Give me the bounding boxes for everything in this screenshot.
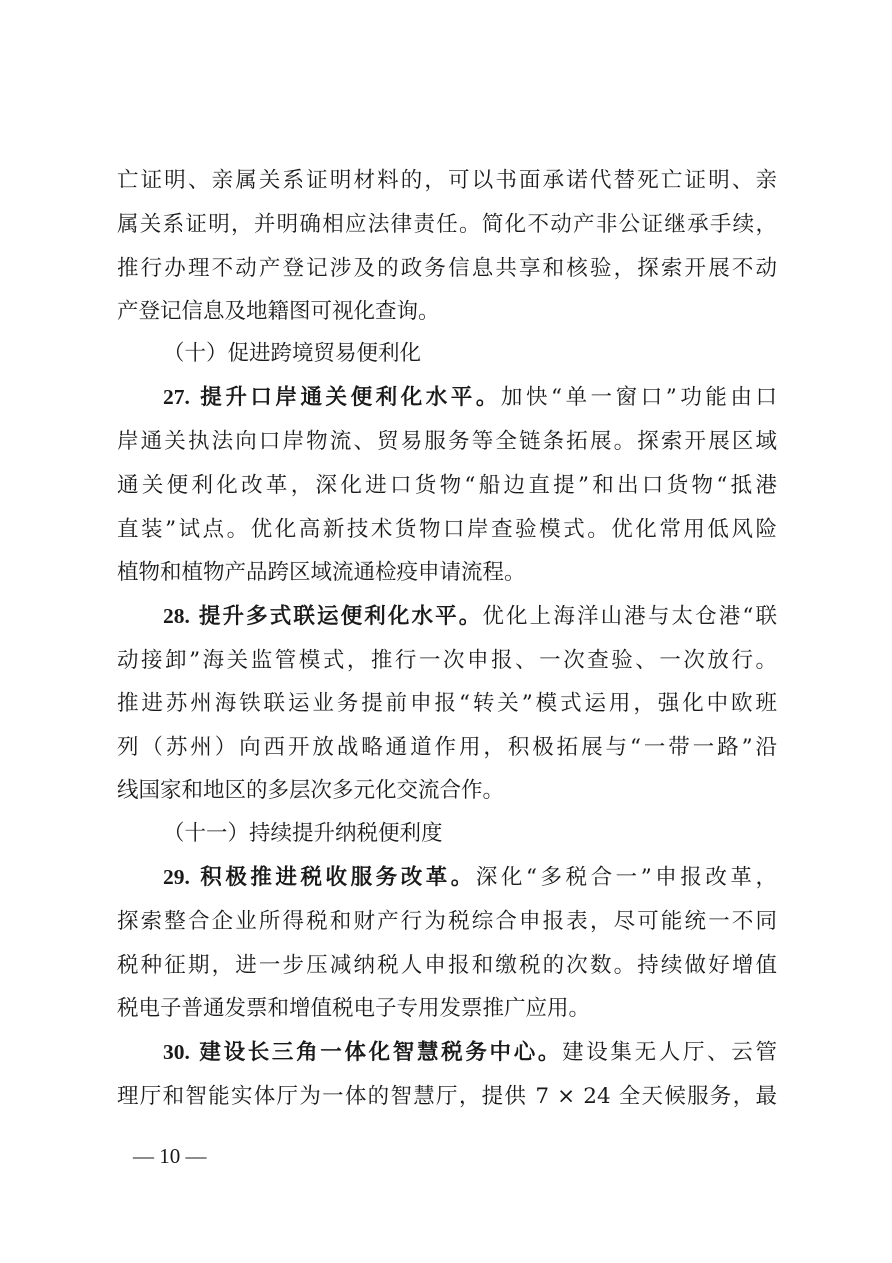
item-30-line: 30. 建设长三角一体化智慧税务中心。建设集无人厅、云管 [163, 1040, 777, 1065]
paragraph-line: 直装”试点。优化高新技术货物口岸查验模式。优化常用低风险 [117, 517, 777, 542]
paragraph-line: 探索整合企业所得税和财产行为税综合申报表，尽可能统一不同 [117, 909, 777, 934]
paragraph-line: 税电子普通发票和增值税电子专用发票推广应用。 [117, 996, 591, 1021]
paragraph-line: 岸通关执法向口岸物流、贸易服务等全链条拓展。探索开展区域 [117, 429, 777, 454]
paragraph-line: 线国家和地区的多层次多元化交流合作。 [117, 778, 505, 803]
paragraph-line: 植物和植物产品跨区域流通检疫申请流程。 [117, 560, 526, 585]
paragraph-line: 亡证明、亲属关系证明材料的，可以书面承诺代替死亡证明、亲 [117, 168, 777, 193]
paragraph-line: 产登记信息及地籍图可视化查询。 [117, 299, 440, 324]
page-number: — 10 — [133, 1144, 207, 1168]
paragraph-line: 列（苏州）向西开放战略通道作用，积极拓展与“一带一路”沿 [117, 735, 777, 760]
item-28-line: 28. 提升多式联运便利化水平。优化上海洋山港与太仓港“联 [163, 604, 777, 629]
item-27-line: 27. 提升口岸通关便利化水平。加快“单一窗口”功能由口 [163, 385, 777, 410]
item-29-line: 29. 积极推进税收服务改革。深化“多税合一”申报改革， [163, 865, 777, 890]
paragraph-line: 通关便利化改革，深化进口货物“船边直提”和出口货物“抵港 [117, 473, 777, 498]
paragraph-line: 属关系证明，并明确相应法律责任。简化不动产非公证继承手续， [117, 212, 777, 237]
paragraph-line: 推进苏州海铁联运业务提前申报“转关”模式运用，强化中欧班 [117, 691, 777, 716]
section-heading: （十一）持续提升纳税便利度 [163, 821, 443, 846]
section-heading: （十）促进跨境贸易便利化 [163, 341, 422, 366]
paragraph-line: 税种征期，进一步压减纳税人申报和缴税的次数。持续做好增值 [117, 953, 777, 978]
paragraph-line: 推行办理不动产登记涉及的政务信息共享和核验，探索开展不动 [117, 256, 777, 281]
paragraph-line: 理厅和智能实体厅为一体的智慧厅，提供 7 × 24 全天候服务，最 [117, 1084, 777, 1109]
paragraph-line: 动接卸”海关监管模式，推行一次申报、一次查验、一次放行。 [117, 648, 777, 673]
